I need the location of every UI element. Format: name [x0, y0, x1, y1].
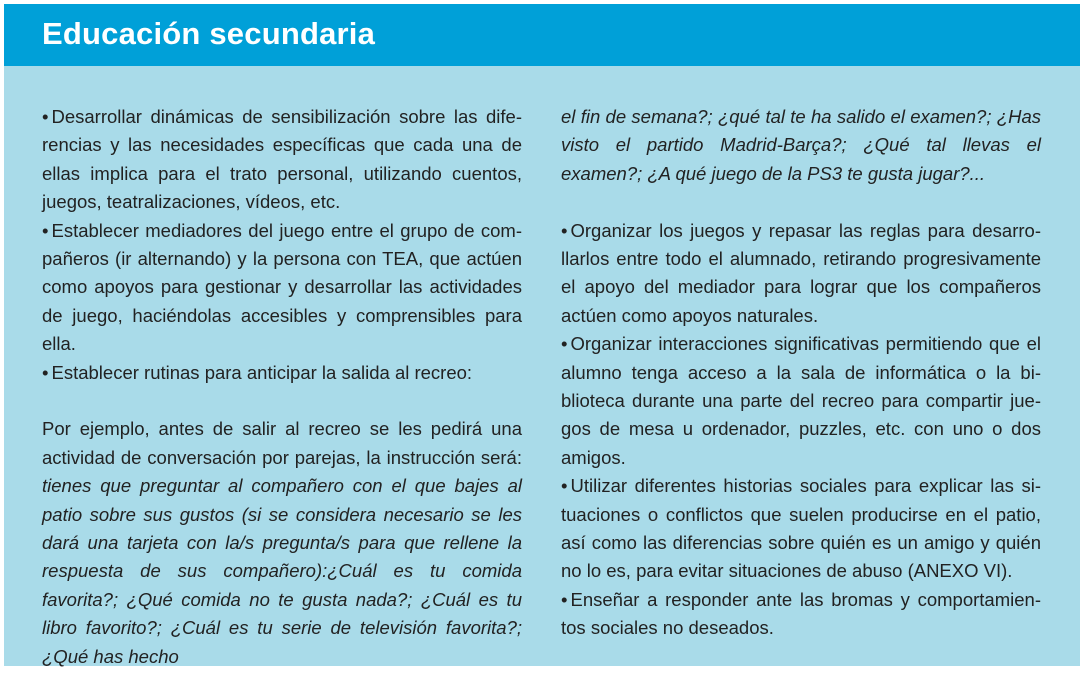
bullet-text: Organizar los juegos y repasar las reglas para desarrollarlos entre todo el alumnado, retirando progresivamente el apoyo del mediador para lograr que los compañeros actúen como apoyos naturales.: [561, 219, 1041, 326]
bullet-mark: •: [42, 106, 49, 127]
section-title: Educación secundaria: [42, 16, 376, 51]
bullet-mark: •: [42, 219, 49, 241]
example-italic-text: tienes que preguntar al compañero con el que bajes al patio sobre sus gustos (si se considera necesario se les dará una tarjeta con la/s pregunta/s para que rellene la respuesta de sus compañero):¿Cuál es tu comida favorita?; ¿Qué comida no te gusta nada?; ¿Cuál es tu libro favorito?; ¿Cuál es tu serie de televisión favorita?; ¿Qué has hecho: [42, 475, 522, 667]
bullet-text: Utilizar diferentes historias sociales para explicar las situaciones o conflictos que suelen producirse en el patio, así como las diferencias sobre quién es un amigo y quién no lo es, para evitar situaciones de abuso (ANEXO VI).: [561, 475, 1041, 582]
bullet-item: [561, 330, 1041, 472]
bullet-text: Establecer mediadores del juego entre el grupo de compañeros (ir alternando) y la persona con TEA, que actúen como apoyos para gestionar y desarrollar las actividades de juego, haciéndolas accesibles y comprensibles para ella.: [42, 219, 522, 355]
bullet-mark: •: [561, 219, 568, 241]
example-lead-text: Por ejemplo, antes de salir al recreo se les pedirá una actividad de conversación por parejas, la instrucción será:: [42, 418, 522, 468]
bullet-text: Desarrollar dinámicas de sensibilización sobre las diferencias y las necesidades específicas que cada una de ellas implica para el trato personal, utilizando cuentos, juegos, teatralizaciones, vídeos, etc.: [42, 106, 522, 213]
bullet-mark: •: [561, 333, 568, 355]
bullet-item: [42, 103, 522, 217]
bullet-text: Establecer rutinas para anticipar la salida al recreo:: [51, 361, 473, 383]
bullet-item: [42, 359, 522, 387]
example-paragraph: [42, 415, 522, 671]
bullet-item: [561, 586, 1041, 643]
bullet-text: Enseñar a responder ante las bromas y comportamientos sociales no deseados.: [561, 588, 1041, 639]
example-continuation: el fin de semana?; ¿qué tal te ha salido el examen?; ¿Has visto el partido Madrid-Barça?; ¿Qué tal llevas el examen?; ¿A qué juego de la PS3 te gusta jugar?...: [561, 106, 1041, 184]
right-column: [561, 103, 1041, 643]
section-header: [4, 4, 1080, 66]
bullet-mark: •: [561, 588, 568, 610]
bullet-mark: •: [42, 361, 49, 383]
bullet-mark: •: [561, 475, 568, 497]
bullet-item: [561, 472, 1041, 586]
left-column: [42, 103, 522, 671]
bullet-item: [561, 217, 1041, 331]
bullet-item: [42, 217, 522, 359]
bullet-text: Organizar interacciones significativas permitiendo que el alumno tenga acceso a la sala de informática o la biblioteca durante una parte del recreo para compartir juegos de mesa u ordenador, puzzles, etc. con uno o dos amigos.: [561, 333, 1041, 468]
